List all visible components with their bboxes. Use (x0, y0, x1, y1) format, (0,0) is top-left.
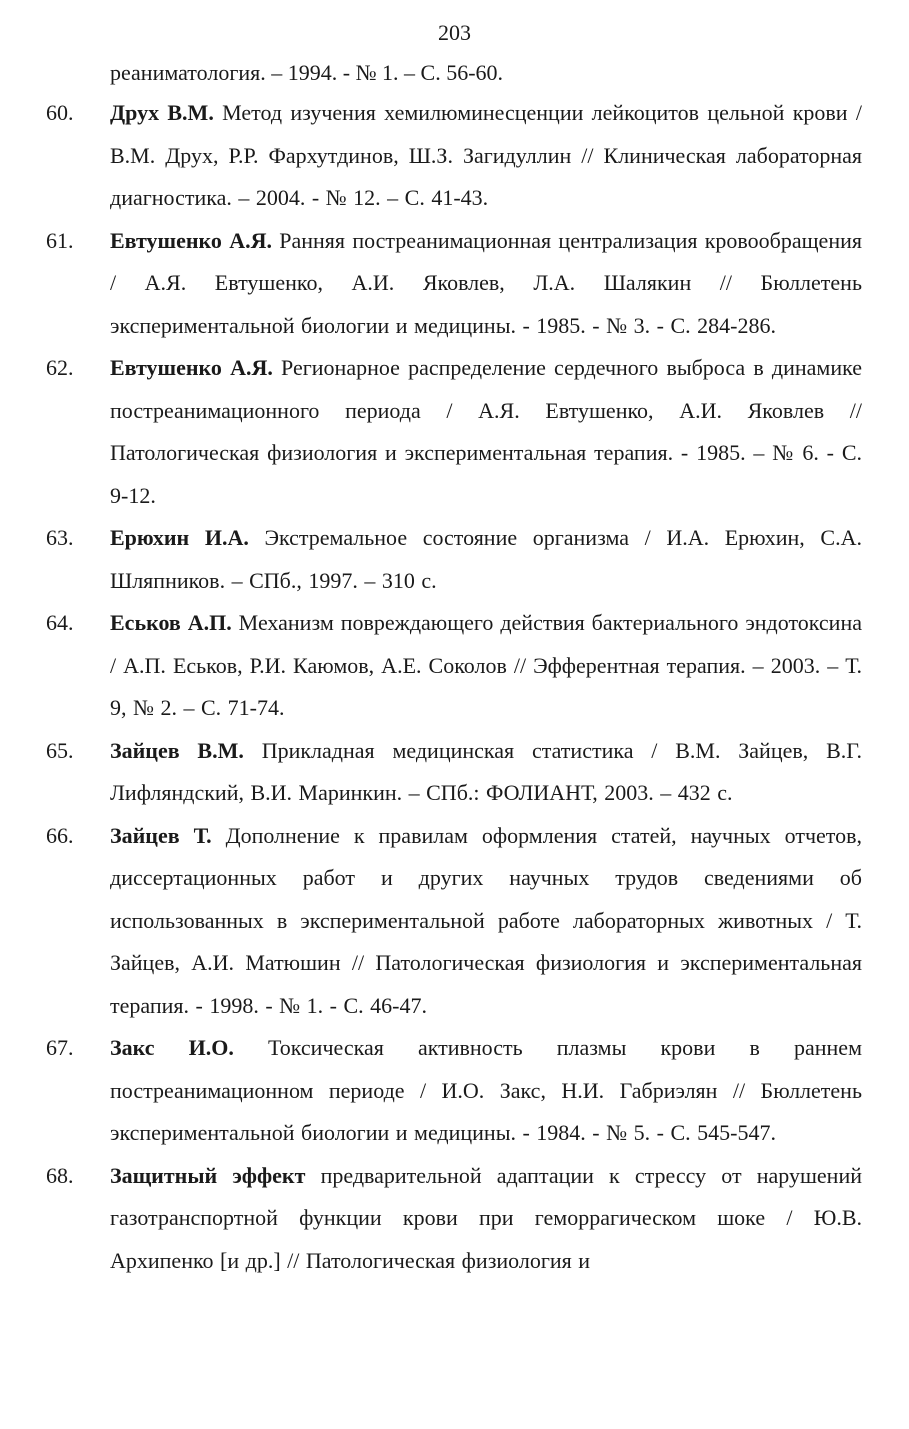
reference-number: 60. (46, 100, 74, 125)
reference-body: Экстремальное состояние организма / И.А. Ерюхин, С.А. Шляпников. – СПб., 1997. – 310 с. (110, 525, 862, 593)
reference-item-63 (0, 517, 909, 602)
reference-text (110, 92, 862, 220)
reference-body: Метод изучения хемилюминесценции лейкоцитов цельной крови / В.М. Друх, Р.Р. Фархутдинов, Ш.З. Загидуллин // Клиническая лабораторная диагностика. – 2004. - № 12. – С. 41-43. (110, 100, 862, 210)
reference-author: Закс И.О. (110, 1035, 234, 1060)
reference-text (110, 220, 862, 348)
reference-body: Прикладная медицинская статистика / В.М. Зайцев, В.Г. Лифляндский, В.И. Маринкин. – СПб.: ФОЛИАНТ, 2003. – 432 с. (110, 737, 862, 805)
reference-text (110, 602, 862, 730)
reference-author: Зайцев Т. (110, 822, 212, 848)
reference-item-60 (0, 92, 909, 220)
reference-number: 66. (46, 822, 74, 848)
reference-item-67 (0, 1027, 909, 1155)
reference-author: Зайцев В.М. (110, 737, 244, 763)
reference-item-66 (0, 815, 909, 1028)
reference-text (110, 347, 862, 517)
reference-body: Токсическая активность плазмы крови в раннем постреанимационном периоде / И.О. Закс, Н.И. Габриэлян // Бюллетень экспериментальной биологии и медицины. - 1984. - № 5. - С. 545-547. (110, 1035, 862, 1145)
reference-author: Защитный эффект (110, 1162, 306, 1188)
page-number: 203 (438, 20, 471, 45)
reference-text (110, 1155, 862, 1283)
reference-item-68 (0, 1155, 909, 1283)
reference-item-65 (0, 730, 909, 815)
reference-body: Ранняя постреанимационная централизация кровообращения / А.Я. Евтушенко, А.И. Яковлев, Л.А. Шалякин // Бюллетень экспериментальной биологии и медицины. - 1985. - № 3. - С. 284-286. (110, 227, 862, 338)
reference-number: 61. (46, 227, 74, 253)
reference-number: 65. (46, 737, 74, 763)
reference-number: 62. (46, 355, 74, 380)
reference-item-61 (0, 220, 909, 348)
reference-number: 68. (46, 1162, 74, 1188)
reference-text (110, 730, 862, 815)
reference-body: предварительной адаптации к стрессу от нарушений газотранспортной функции крови при геморрагическом шоке / Ю.В. Архипенко [и др.] // Патологическая физиология и (110, 1162, 862, 1273)
reference-author: Евтушенко А.Я. (110, 355, 273, 380)
reference-text (110, 1027, 862, 1155)
reference-continuation: реаниматология. – 1994. - № 1. – С. 56-60. (110, 60, 504, 85)
reference-author: Еськов А.П. (110, 610, 232, 635)
reference-number: 67. (46, 1035, 74, 1060)
reference-author: Ерюхин И.А. (110, 525, 249, 550)
reference-text (110, 517, 862, 602)
reference-list (0, 92, 909, 1282)
reference-author: Евтушенко А.Я. (110, 227, 272, 253)
reference-author: Друх В.М. (110, 100, 214, 125)
reference-body: Дополнение к правилам оформления статей, научных отчетов, диссертационных работ и других научных трудов сведениями об использованных в экспериментальной работе лабораторных животных / Т. Зайцев, А.И. Матюшин // Патологическая физиология и экспериментальная терапия. - 1998. - № 1. - С. 46-47. (110, 822, 862, 1018)
reference-item-64 (0, 602, 909, 730)
reference-number: 63. (46, 525, 74, 550)
reference-item-62 (0, 347, 909, 517)
reference-body: Регионарное распределение сердечного выброса в динамике постреанимационного периода / А.Я. Евтушенко, А.И. Яковлев // Патологическая физиология и экспериментальная терапия. - 1985. – № 6. - С. 9-12. (110, 355, 862, 508)
reference-number: 64. (46, 610, 74, 635)
reference-text (110, 815, 862, 1028)
reference-body: Механизм повреждающего действия бактериального эндотоксина / А.П. Еськов, Р.И. Каюмов, А.Е. Соколов // Эфферентная терапия. – 2003. – Т. 9, № 2. – С. 71-74. (110, 610, 862, 720)
